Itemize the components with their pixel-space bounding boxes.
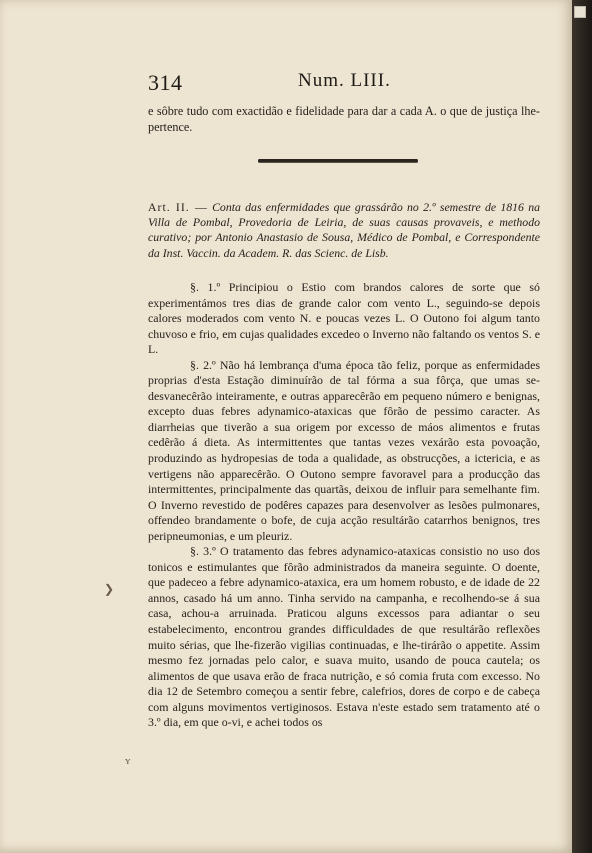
section-divider — [258, 159, 418, 165]
article-body — [148, 280, 540, 731]
margin-tick-mark: ʏ — [125, 755, 131, 767]
article-heading — [148, 200, 540, 261]
scan-corner-marker — [574, 6, 586, 18]
paragraph-2: §. 2.º Não há lembrança d'uma época tão feliz, porque as enfermidades proprias d'esta Estação diminuírão de tal fórma a sua fôrça, que umas se-desvanecêrão inteiramente, e outras apparecêrão em pequeno número e benignas, excepto duas febres adynamico-ataxicas que fôrão de pessimo caracter. As diarrheias que tiverão a sua origem por excesso de máos alimentos e frutas cedêrão á dieta. As intermittentes que tantas vezes vexárão esta povoação, produzindo as hydropesias de toda a qualidade, as obstrucções, a ictericia, e as vertigens não apparecêrão. O Outono sempre favoravel para a producção das intermittentes, principalmente das quartãs, deixou de influir para semelhante fim. O Inverno revestido de podêres capazes para desenvolver as lesões pulmonares, offendeo brandamente o bofe, de cuja acção resultárão catarrhos benignos, tres peripneumonias, e um pleuriz. — [148, 357, 540, 543]
paragraph-1: §. 1.º Principiou o Estio com brandos calores de sorte que só experimentámos tres dias de grande calor com vento L., seguindo-se depois calores moderados com vento N. e poucas vezes L. O Outono foi algum tanto chuvoso e frio, em cujas qualidades excedeo o Inverno não faltando os ventos S. e L. — [148, 280, 540, 357]
page-header — [148, 70, 528, 96]
page-edge-shadow — [572, 0, 592, 853]
margin-ink-mark: ❯ — [104, 582, 115, 596]
carryover-paragraph: e sôbre tudo com exactidão e fidelidade para dar a cada A. o que de justiça lhe-pertence. — [148, 104, 540, 134]
article-title: Conta das enfermidades que grassárão no 2.º semestre de 1816 na Villa de Pombal, Provedoria de Leiria, de suas causas provaveis, e methodo curativo; por Antonio Anastasio de Sousa, Médico de Pombal, e Correspondente da Inst. Vaccin. da Academ. R. das Scienc. de Lisb. — [148, 200, 540, 260]
carryover-text — [148, 104, 540, 136]
divider-rule — [258, 159, 418, 162]
article-label: Art. II. — — [148, 200, 208, 214]
running-head: Num. LIII. — [298, 70, 391, 91]
page-number: 314 — [148, 70, 183, 95]
paragraph-3: §. 3.º O tratamento das febres adynamico-ataxicas consistio no uso dos tonicos e estimulantes que fôrão administrados da maneira seguinte. O doente, que padeceo a febre adynamico-ataxica, era um homem robusto, e de idade de 22 annos, casado há um anno. Tinha servido na campanha, e recolhendo-se á sua casa, achou-a arruinada. Praticou alguns excessos para adiantar o seu estabelecimento, encontrou grandes difficuldades de que resultárão reflexões muito sérias, que lhe-fizerão vigilias continuadas, e lhe-tirárão o appetite. Assim mesmo fez jornadas pelo calor, e suava muito, usando de pouca cautela; os alimentos de que usava erão de fraca nutrição, e só comia fruta com excesso. No dia 12 de Setembro começou a sentir febre, calefrios, dores de corpo e de cabeça com alguns movimentos vertiginosos. Estava n'este estado sem tratamento até o 3.º dia, em que o-vi, e achei todos os — [148, 544, 540, 730]
